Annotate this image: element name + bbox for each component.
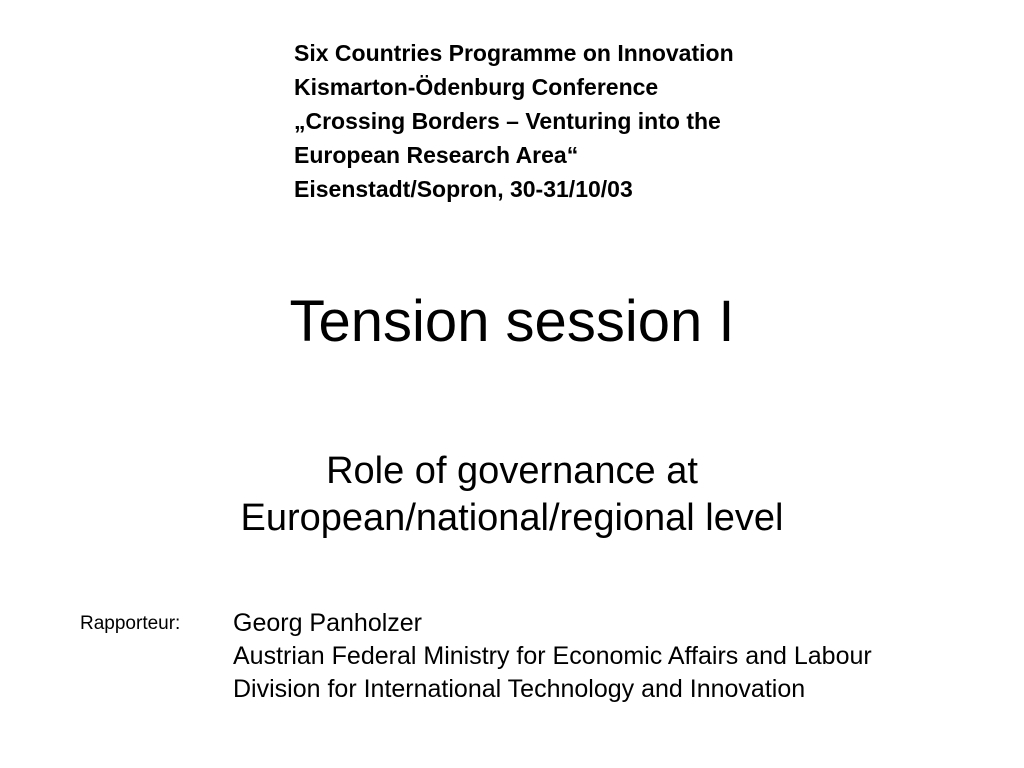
slide-subtitle: [0, 448, 1024, 542]
rapporteur-division: Division for International Technology and Innovation: [233, 675, 806, 703]
conference-theme-line-1: „Crossing Borders – Venturing into the: [294, 108, 721, 134]
conference-header: [294, 36, 894, 206]
conference-theme-line-2: European Research Area“: [294, 142, 579, 168]
conference-location-date-line: Eisenstadt/Sopron, 30-31/10/03: [294, 176, 633, 202]
slide-title: Tension session I: [289, 289, 735, 354]
conference-name-line: Kismarton-Ödenburg Conference: [294, 74, 659, 100]
rapporteur-ministry: Austrian Federal Ministry for Economic Affairs and Labour: [233, 642, 872, 670]
rapporteur-label: Rapporteur:: [80, 613, 181, 634]
conference-programme-line: Six Countries Programme on Innovation: [294, 40, 734, 66]
rapporteur-details: [233, 607, 1013, 706]
rapporteur-name: Georg Panholzer: [233, 609, 423, 637]
subtitle-line-2: European/national/regional level: [240, 497, 784, 539]
subtitle-line-1: Role of governance at: [326, 450, 698, 492]
